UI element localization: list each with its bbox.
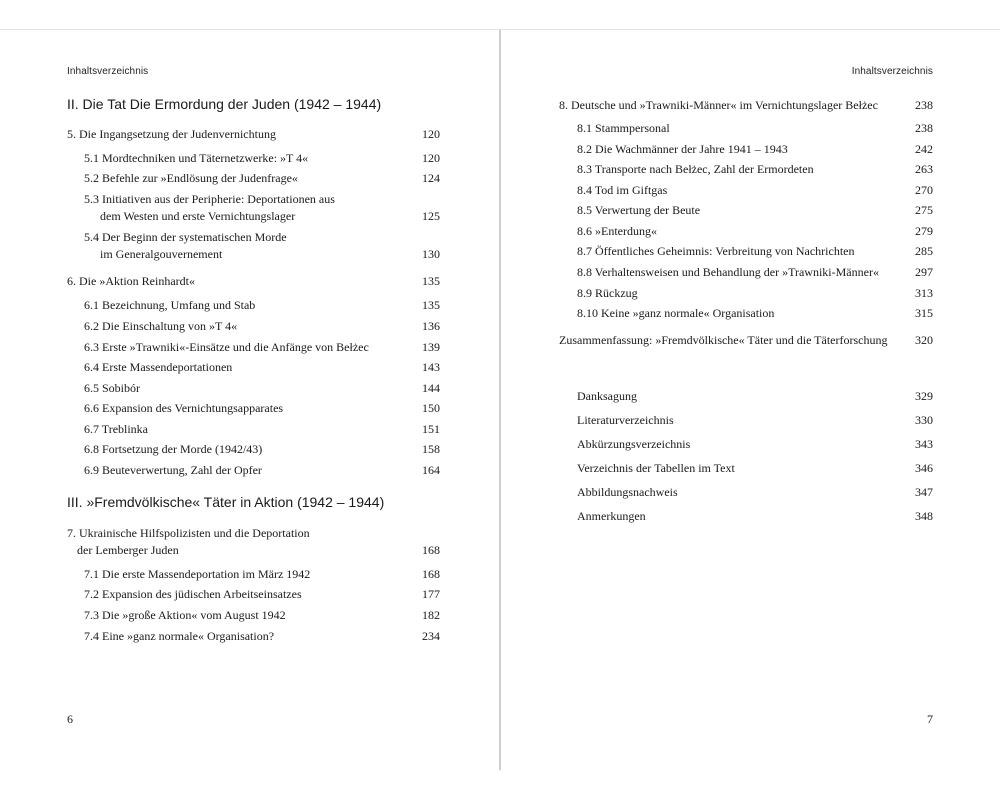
toc-entry-page: 329 (915, 389, 933, 403)
toc-entry-6-9[interactable] (84, 462, 440, 479)
toc-entry-page: 136 (422, 319, 440, 333)
toc-entry-8-2[interactable] (577, 141, 933, 158)
toc-entry-page: 343 (915, 437, 933, 451)
toc-entry-title: 7.2 Expansion des jüdischen Arbeitseinsatzes (84, 587, 302, 601)
toc-entry-page: 120 (422, 127, 440, 141)
toc-entry-title: 8.6 »Enterdung« (577, 224, 657, 238)
toc-entry-tables[interactable] (577, 460, 933, 477)
toc-entry-page: 285 (915, 244, 933, 258)
toc-entry-5-2[interactable] (84, 170, 440, 187)
toc-entry-title: 7.4 Eine »ganz normale« Organisation? (84, 629, 275, 643)
toc-entry-page: 143 (422, 360, 440, 374)
toc-entry-7-4[interactable] (84, 628, 440, 645)
toc-entry-title: Literaturverzeichnis (577, 413, 674, 427)
toc-entry-page: 168 (422, 567, 440, 581)
toc-entry-8-6[interactable] (577, 223, 933, 240)
toc-entry-title: 8.3 Transporte nach Bełżec, Zahl der Ermordeten (577, 162, 814, 176)
toc-entry-page: 279 (915, 224, 933, 238)
toc-entry-title: 6.4 Erste Massendeportationen (84, 360, 233, 374)
toc-entry-page: 234 (422, 629, 440, 643)
toc-entry-7-3[interactable] (84, 607, 440, 624)
toc-entry-5[interactable] (67, 126, 440, 143)
toc-entry-title: 5.4 Der Beginn der systematischen Morde (84, 230, 287, 244)
toc-entry-6-6[interactable] (84, 400, 440, 417)
toc-entry-title: 6. Die »Aktion Reinhardt« (67, 274, 195, 288)
part-title-2: II. Die Tat Die Ermordung der Juden (1942 – 1944) (67, 96, 382, 112)
toc-entry-7-2[interactable] (84, 586, 440, 603)
running-head-right: Inhaltsverzeichnis (851, 66, 933, 77)
toc-entry-figures[interactable] (577, 484, 933, 501)
toc-entry-title: 5.1 Mordtechniken und Täternetzwerke: »T 4« (84, 151, 309, 165)
toc-entry-6-1[interactable] (84, 297, 440, 314)
running-head-left: Inhaltsverzeichnis (67, 66, 149, 77)
toc-entry-page: 346 (915, 461, 933, 475)
toc-entry-title: Anmerkungen (577, 509, 646, 523)
page-number-right: 7 (927, 712, 933, 726)
toc-entry-page: 168 (422, 543, 440, 557)
toc-entry-page: 297 (915, 265, 933, 279)
toc-entry-7-1[interactable] (84, 566, 440, 583)
toc-entry-8-5[interactable] (577, 202, 933, 219)
toc-entry-title: Danksagung (577, 389, 637, 403)
toc-entry-page: 150 (422, 401, 440, 415)
toc-entry-8-8[interactable] (577, 264, 933, 281)
toc-entry-5-1[interactable] (84, 150, 440, 167)
toc-entry-page: 270 (915, 183, 933, 197)
toc-entry-abbreviations[interactable] (577, 436, 933, 453)
toc-entry-thanks[interactable] (577, 388, 933, 405)
toc-entry-title: 7. Ukrainische Hilfspolizisten und die Deportation (67, 526, 310, 540)
toc-entry-page: 151 (422, 422, 440, 436)
toc-entry-title: 6.8 Fortsetzung der Morde (1942/43) (84, 442, 263, 456)
toc-entry-summary[interactable] (559, 332, 933, 349)
toc-entry-page: 320 (915, 333, 933, 347)
toc-entry-title: 8.1 Stammpersonal (577, 121, 670, 135)
toc-entry-notes[interactable] (577, 508, 933, 525)
toc-entry-5-3[interactable] (84, 191, 440, 225)
toc-entry-6-2[interactable] (84, 318, 440, 335)
toc-entry-title: 8.9 Rückzug (577, 286, 638, 300)
toc-entry-page: 347 (915, 485, 933, 499)
toc-entry-8-4[interactable] (577, 182, 933, 199)
toc-entry-title: 8.10 Keine »ganz normale« Organisation (577, 306, 775, 320)
toc-entry-title: 5. Die Ingangsetzung der Judenvernichtung (67, 127, 276, 141)
left-page (0, 30, 499, 770)
toc-entry-8[interactable] (559, 97, 933, 114)
toc-entry-title-continued: im Generalgouvernement (100, 247, 223, 261)
toc-entry-page: 238 (915, 98, 933, 112)
toc-entry-6-3[interactable] (84, 339, 440, 356)
toc-entry-6-5[interactable] (84, 380, 440, 397)
part-title-3: III. »Fremdvölkische« Täter in Aktion (1942 – 1944) (67, 494, 385, 510)
toc-entry-page: 139 (422, 340, 440, 354)
toc-entry-title: 6.7 Treblinka (84, 422, 149, 436)
toc-entry-title: 5.2 Befehle zur »Endlösung der Judenfrage« (84, 171, 298, 185)
toc-entry-title: 6.1 Bezeichnung, Umfang und Stab (84, 298, 256, 312)
toc-entry-page: 177 (422, 587, 440, 601)
toc-entry-page: 130 (422, 247, 440, 261)
toc-entry-page: 182 (422, 608, 440, 622)
toc-entry-6[interactable] (67, 273, 440, 290)
toc-entry-page: 238 (915, 121, 933, 135)
toc-entry-page: 125 (422, 209, 440, 223)
toc-entry-title: 8.7 Öffentliches Geheimnis: Verbreitung von Nachrichten (577, 244, 855, 258)
toc-entry-title: 7.3 Die »große Aktion« vom August 1942 (84, 608, 286, 622)
toc-entry-7[interactable] (67, 525, 440, 559)
toc-entry-title: 6.6 Expansion des Vernichtungsapparates (84, 401, 284, 415)
toc-entry-page: 120 (422, 151, 440, 165)
toc-entry-page: 164 (422, 463, 440, 477)
toc-entry-page: 330 (915, 413, 933, 427)
toc-entry-page: 135 (422, 274, 440, 288)
page-number-left: 6 (67, 712, 73, 726)
toc-entry-8-3[interactable] (577, 161, 933, 178)
toc-entry-page: 313 (915, 286, 933, 300)
toc-entry-title: Zusammenfassung: »Fremdvölkische« Täter und die Täterforschung (559, 333, 888, 347)
toc-entry-title-continued: dem Westen und erste Vernichtungslager (100, 209, 296, 223)
toc-entry-title: 8.2 Die Wachmänner der Jahre 1941 – 1943 (577, 142, 788, 156)
toc-entry-page: 263 (915, 162, 933, 176)
toc-entry-8-1[interactable] (577, 120, 933, 137)
toc-entry-title-continued: der Lemberger Juden (77, 543, 179, 557)
toc-entry-8-10[interactable] (577, 305, 933, 322)
toc-entry-title: 6.5 Sobibór (84, 381, 141, 395)
toc-entry-bibliography[interactable] (577, 412, 933, 429)
toc-entry-title: Abbildungsnachweis (577, 485, 678, 499)
toc-entry-title: 6.9 Beuteverwertung, Zahl der Opfer (84, 463, 262, 477)
toc-entry-page: 158 (422, 442, 440, 456)
toc-entry-8-9[interactable] (577, 285, 933, 302)
toc-entry-title: 8.8 Verhaltensweisen und Behandlung der »Trawniki-Männer« (577, 265, 879, 279)
right-page (501, 30, 1000, 770)
toc-entry-page: 275 (915, 203, 933, 217)
toc-entry-page: 242 (915, 142, 933, 156)
toc-entry-page: 124 (422, 171, 440, 185)
toc-entry-title: 7.1 Die erste Massendeportation im März 1942 (84, 567, 311, 581)
toc-entry-title: Abkürzungsverzeichnis (577, 437, 691, 451)
toc-entry-title: 8.5 Verwertung der Beute (577, 203, 701, 217)
toc-entry-title: 6.2 Die Einschaltung von »T 4« (84, 319, 238, 333)
toc-entry-6-7[interactable] (84, 421, 440, 438)
toc-entry-title: Verzeichnis der Tabellen im Text (577, 461, 735, 475)
toc-entry-page: 135 (422, 298, 440, 312)
toc-entry-title: 6.3 Erste »Trawniki«-Einsätze und die Anfänge von Bełżec (84, 340, 369, 354)
toc-entry-title: 8.4 Tod im Giftgas (577, 183, 668, 197)
toc-entry-title: 8. Deutsche und »Trawniki-Männer« im Vernichtungslager Bełżec (559, 98, 878, 112)
toc-entry-page: 315 (915, 306, 933, 320)
toc-entry-5-4[interactable] (84, 229, 440, 263)
toc-entry-6-8[interactable] (84, 441, 440, 458)
toc-entry-title: 5.3 Initiativen aus der Peripherie: Deportationen aus (84, 192, 335, 206)
toc-entry-page: 348 (915, 509, 933, 523)
toc-entry-8-7[interactable] (577, 243, 933, 260)
toc-entry-6-4[interactable] (84, 359, 440, 376)
toc-entry-page: 144 (422, 381, 440, 395)
